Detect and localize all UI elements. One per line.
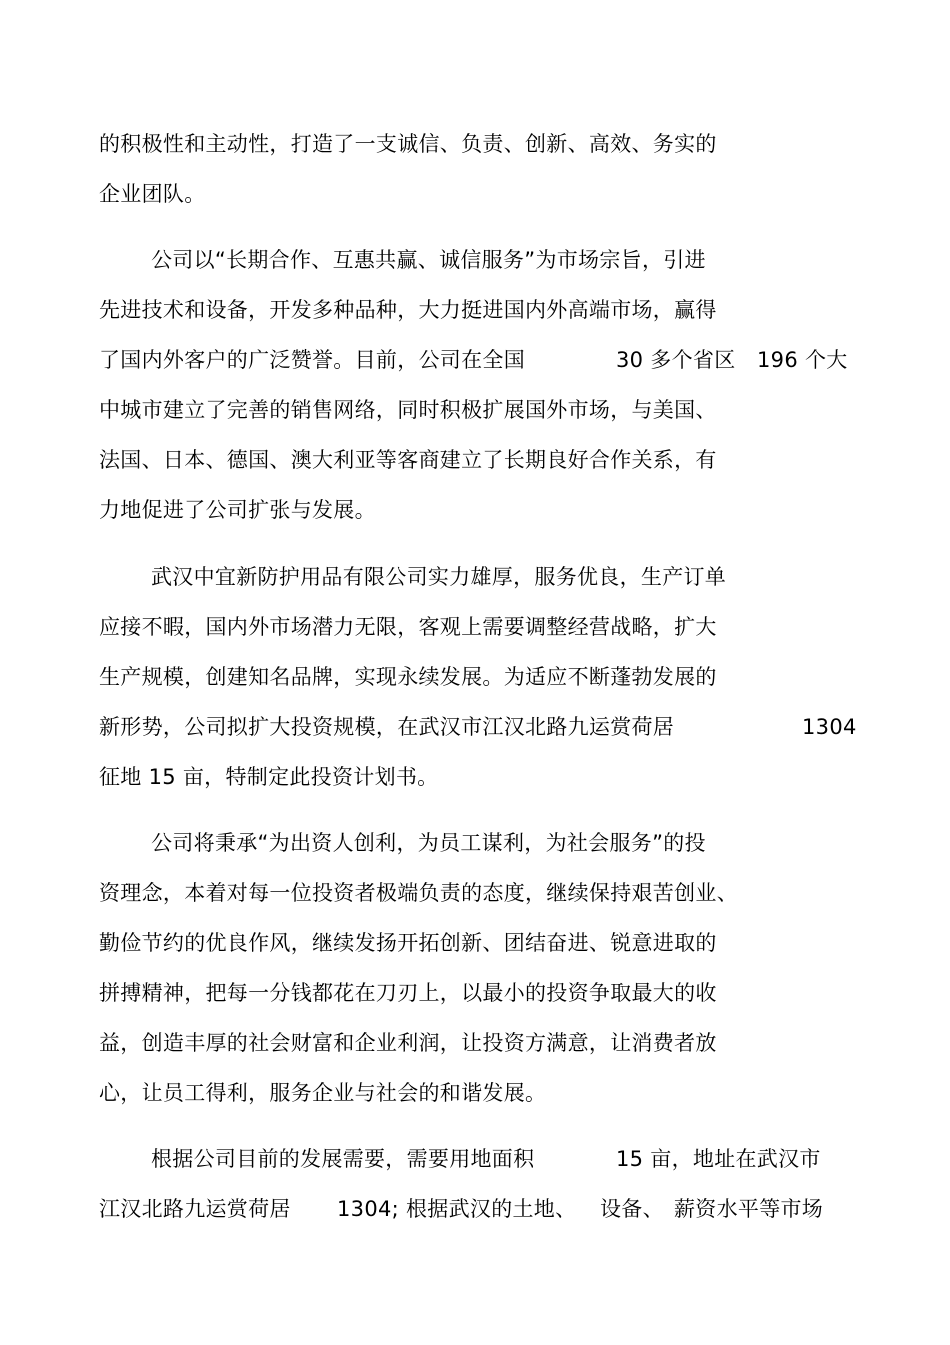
text-line: 力地促进了公司扩张与发展。 — [99, 498, 376, 522]
text-segment: 薪资水平等市场 — [674, 1197, 824, 1221]
text-line: 生产规模，创建知名品牌，实现永续发展。为适应不断蓬勃发展的 — [99, 665, 717, 689]
text-segment: 1304 — [802, 715, 857, 739]
text-line: 应接不暇，国内外市场潜力无限，客观上需要调整经营战略，扩大 — [99, 615, 717, 639]
text-segment: 196 个大 — [757, 348, 848, 372]
text-segment: 30 多个省区 — [616, 348, 736, 372]
text-line: 法国、日本、德国、澳大利亚等客商建立了长期良好合作关系，有 — [99, 448, 717, 472]
text-line: 武汉中宜新防护用品有限公司实力雄厚，服务优良，生产订单 — [151, 565, 727, 589]
text-line: 了国内外客户的广泛赞誉。目前，公司在全国 — [99, 348, 525, 372]
text-segment: 15 亩，地址在武汉市 — [616, 1147, 821, 1171]
text-line: 心，让员工得利，服务企业与社会的和谐发展。 — [99, 1081, 547, 1105]
text-line: 新形势，公司拟扩大投资规模，在武汉市江汉北路九运赏荷居 — [99, 715, 675, 739]
text-line: 先进技术和设备，开发多种品种，大力挺进国内外高端市场，赢得 — [99, 298, 717, 322]
text-line: 江汉北路九运赏荷居 — [99, 1197, 291, 1221]
text-segment: 1304; 根据武汉的土地、 — [337, 1197, 577, 1221]
text-line: 益，创造丰厚的社会财富和企业利润，让投资方满意，让消费者放 — [99, 1031, 717, 1055]
text-segment: 设备、 — [600, 1197, 664, 1221]
text-line: 的积极性和主动性，打造了一支诚信、负责、创新、高效、务实的 — [99, 132, 717, 156]
text-line: 资理念，本着对每一位投资者极端负责的态度，继续保持艰苦创业、 — [99, 881, 738, 905]
text-line: 拼搏精神，把每一分钱都花在刀刃上，以最小的投资争取最大的收 — [99, 981, 717, 1005]
text-line: 企业团队。 — [99, 182, 206, 206]
text-line: 公司以“长期合作、互惠共赢、诚信服务”为市场宗旨，引进 — [151, 248, 706, 272]
text-line: 征地 15 亩，特制定此投资计划书。 — [99, 765, 439, 789]
text-line: 勤俭节约的优良作风，继续发扬开拓创新、团结奋进、锐意进取的 — [99, 931, 717, 955]
text-line: 根据公司目前的发展需要，需要用地面积 — [151, 1147, 535, 1171]
text-line: 公司将秉承“为出资人创利，为员工谋利，为社会服务”的投 — [151, 831, 706, 855]
text-line: 中城市建立了完善的销售网络，同时积极扩展国外市场，与美国、 — [99, 398, 717, 422]
